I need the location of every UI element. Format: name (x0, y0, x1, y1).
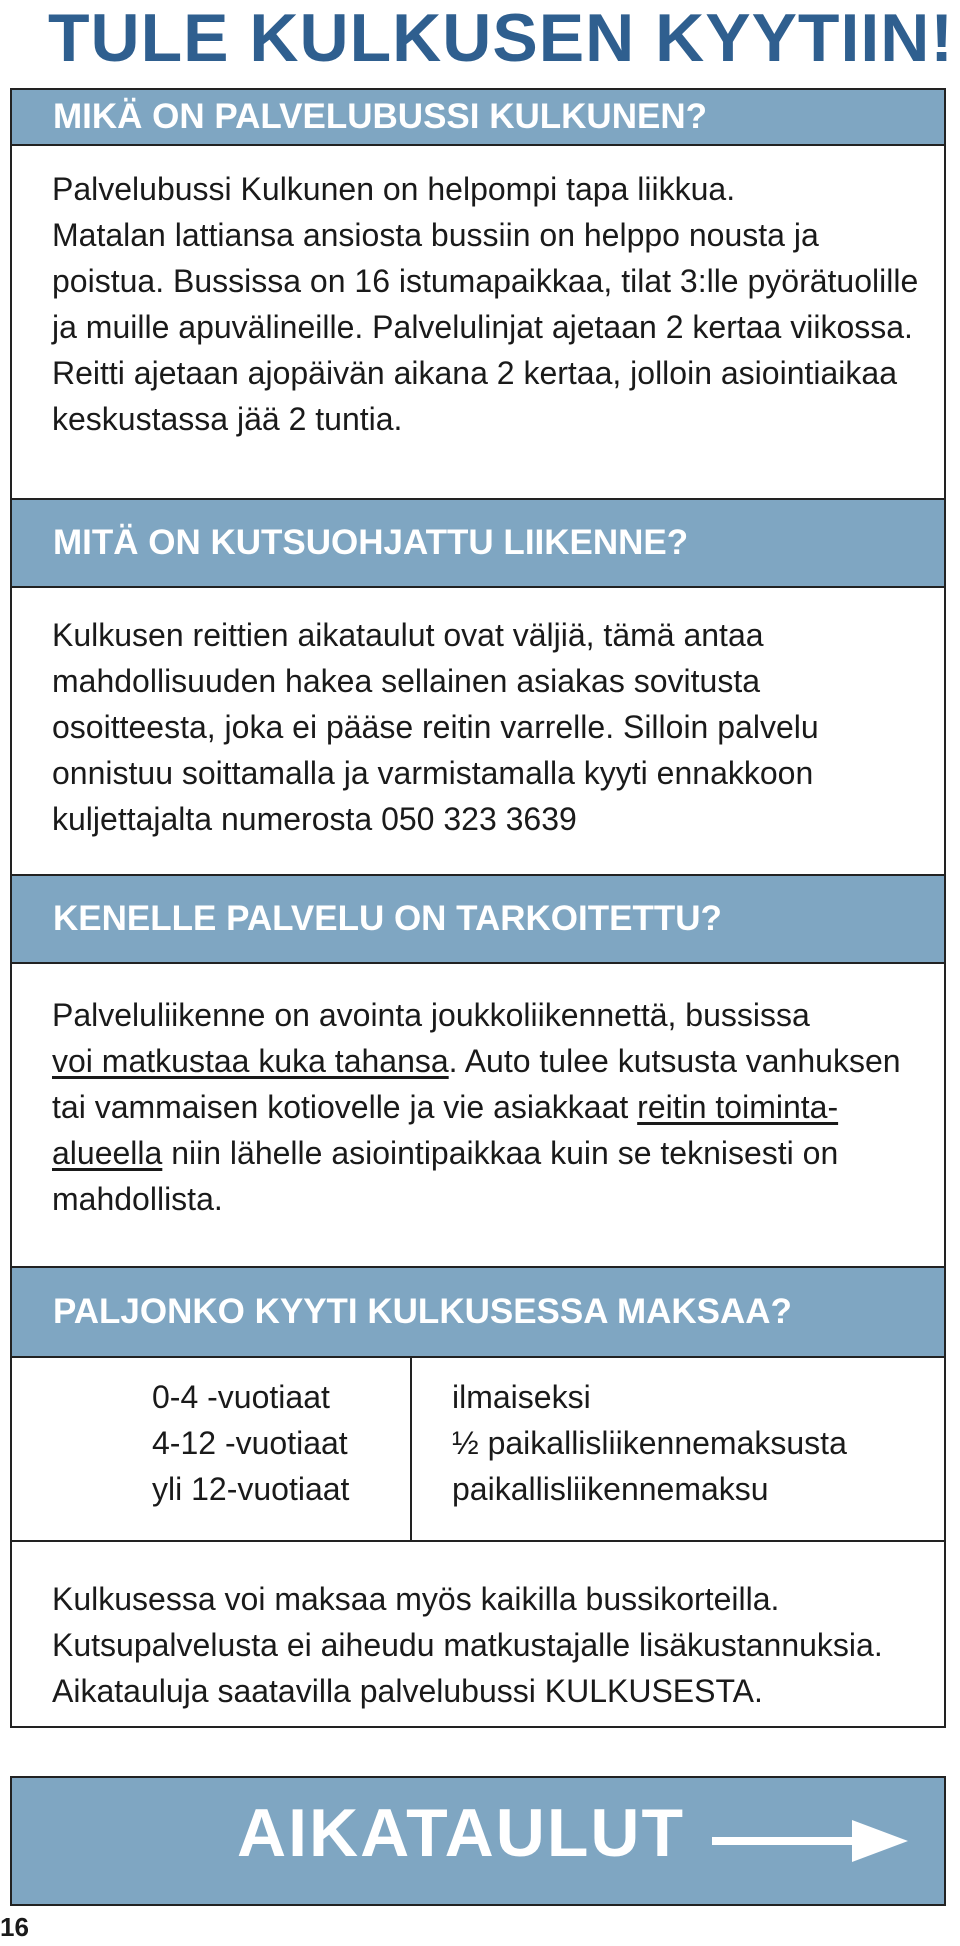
body-line: kuljettajalta numerosta 050 323 3639 (52, 801, 577, 837)
route-area-link-cont[interactable]: alueella (52, 1135, 163, 1171)
body-line: Palvelubussi Kulkunen on helpompi tapa liikkua. (52, 171, 736, 207)
body-line: Kulkusessa voi maksaa myös kaikilla bussikorteilla. (52, 1581, 780, 1617)
fee-table (12, 1358, 944, 1542)
body-line: poistua. Bussissa on 16 istumapaikkaa, tilat 3:lle pyörätuolille (52, 263, 919, 299)
fee-age: 4-12 -vuotiaat (152, 1425, 348, 1461)
anyone-can-travel-link[interactable]: voi matkustaa kuka tahansa (52, 1043, 449, 1079)
body-line: Matalan lattiansa ansiosta bussiin on helppo nousta ja (52, 217, 819, 253)
body-line: mahdollisuuden hakea sellainen asiakas sovitusta (52, 663, 760, 699)
page-title: TULE KULKUSEN KYYTIIN! (48, 0, 954, 76)
route-area-link[interactable]: reitin toiminta- (637, 1089, 839, 1125)
schedules-banner[interactable] (10, 1776, 946, 1906)
body-line: Reitti ajetaan ajopäivän aikana 2 kertaa, jolloin asiointiaikaa (52, 355, 897, 391)
section-heading-label: MITÄ ON KUTSUOHJATTU LIIKENNE? (53, 523, 689, 562)
fee-price: ½ paikallisliikennemaksusta (452, 1425, 847, 1461)
page-number: 16 (0, 1912, 29, 1942)
body-line: Palveluliikenne on avointa joukkoliikennettä, bussissa (52, 997, 810, 1033)
section-heading-label: MIKÄ ON PALVELUBUSSI KULKUNEN? (53, 97, 707, 136)
fee-price-column (452, 1374, 847, 1512)
body-line: Kulkusen reittien aikataulut ovat väljiä, tämä antaa (52, 617, 764, 653)
section-body-intended-for (52, 992, 932, 1222)
section-heading-label: KENELLE PALVELU ON TARKOITETTU? (53, 899, 722, 938)
section-body-payment (52, 1576, 932, 1714)
body-line: mahdollista. (52, 1181, 223, 1217)
section-heading-intended-for (12, 874, 944, 964)
body-line: tai vammaisen kotiovelle ja vie asiakkaat reitin toiminta- (52, 1089, 839, 1125)
body-line: alueella niin lähelle asiointipaikkaa kuin se teknisesti on (52, 1135, 839, 1171)
section-heading-what-is (12, 90, 944, 146)
body-line: osoitteesta, joka ei pääse reitin varrelle. Silloin palvelu (52, 709, 819, 745)
section-body-what-is (52, 166, 932, 442)
fee-table-divider (410, 1358, 412, 1542)
section-heading-label: PALJONKO KYYTI KULKUSESSA MAKSAA? (53, 1292, 792, 1331)
fee-age: 0-4 -vuotiaat (152, 1379, 330, 1415)
body-line: voi matkustaa kuka tahansa. Auto tulee kutsusta vanhuksen (52, 1043, 901, 1079)
body-line: ja muille apuvälineille. Palvelulinjat ajetaan 2 kertaa viikossa. (52, 309, 913, 345)
section-heading-demand-responsive (12, 498, 944, 588)
section-body-demand-responsive (52, 612, 932, 842)
fee-price: ilmaiseksi (452, 1379, 591, 1415)
body-line: keskustassa jää 2 tuntia. (52, 401, 403, 437)
fee-age: yli 12-vuotiaat (152, 1471, 350, 1507)
fee-price: paikallisliikennemaksu (452, 1471, 769, 1507)
fee-age-column (152, 1374, 349, 1512)
body-line: Aikatauluja saatavilla palvelubussi KULKUSESTA. (52, 1673, 763, 1709)
schedules-label: AIKATAULUT (237, 1795, 686, 1871)
fee-table-bottom-rule (12, 1540, 944, 1542)
right-arrow-icon (712, 1816, 912, 1866)
info-box (10, 88, 946, 1728)
body-line: onnistuu soittamalla ja varmistamalla kyyti ennakkoon (52, 755, 814, 791)
section-heading-price (12, 1266, 944, 1358)
body-line: Kutsupalvelusta ei aiheudu matkustajalle lisäkustannuksia. (52, 1627, 883, 1663)
